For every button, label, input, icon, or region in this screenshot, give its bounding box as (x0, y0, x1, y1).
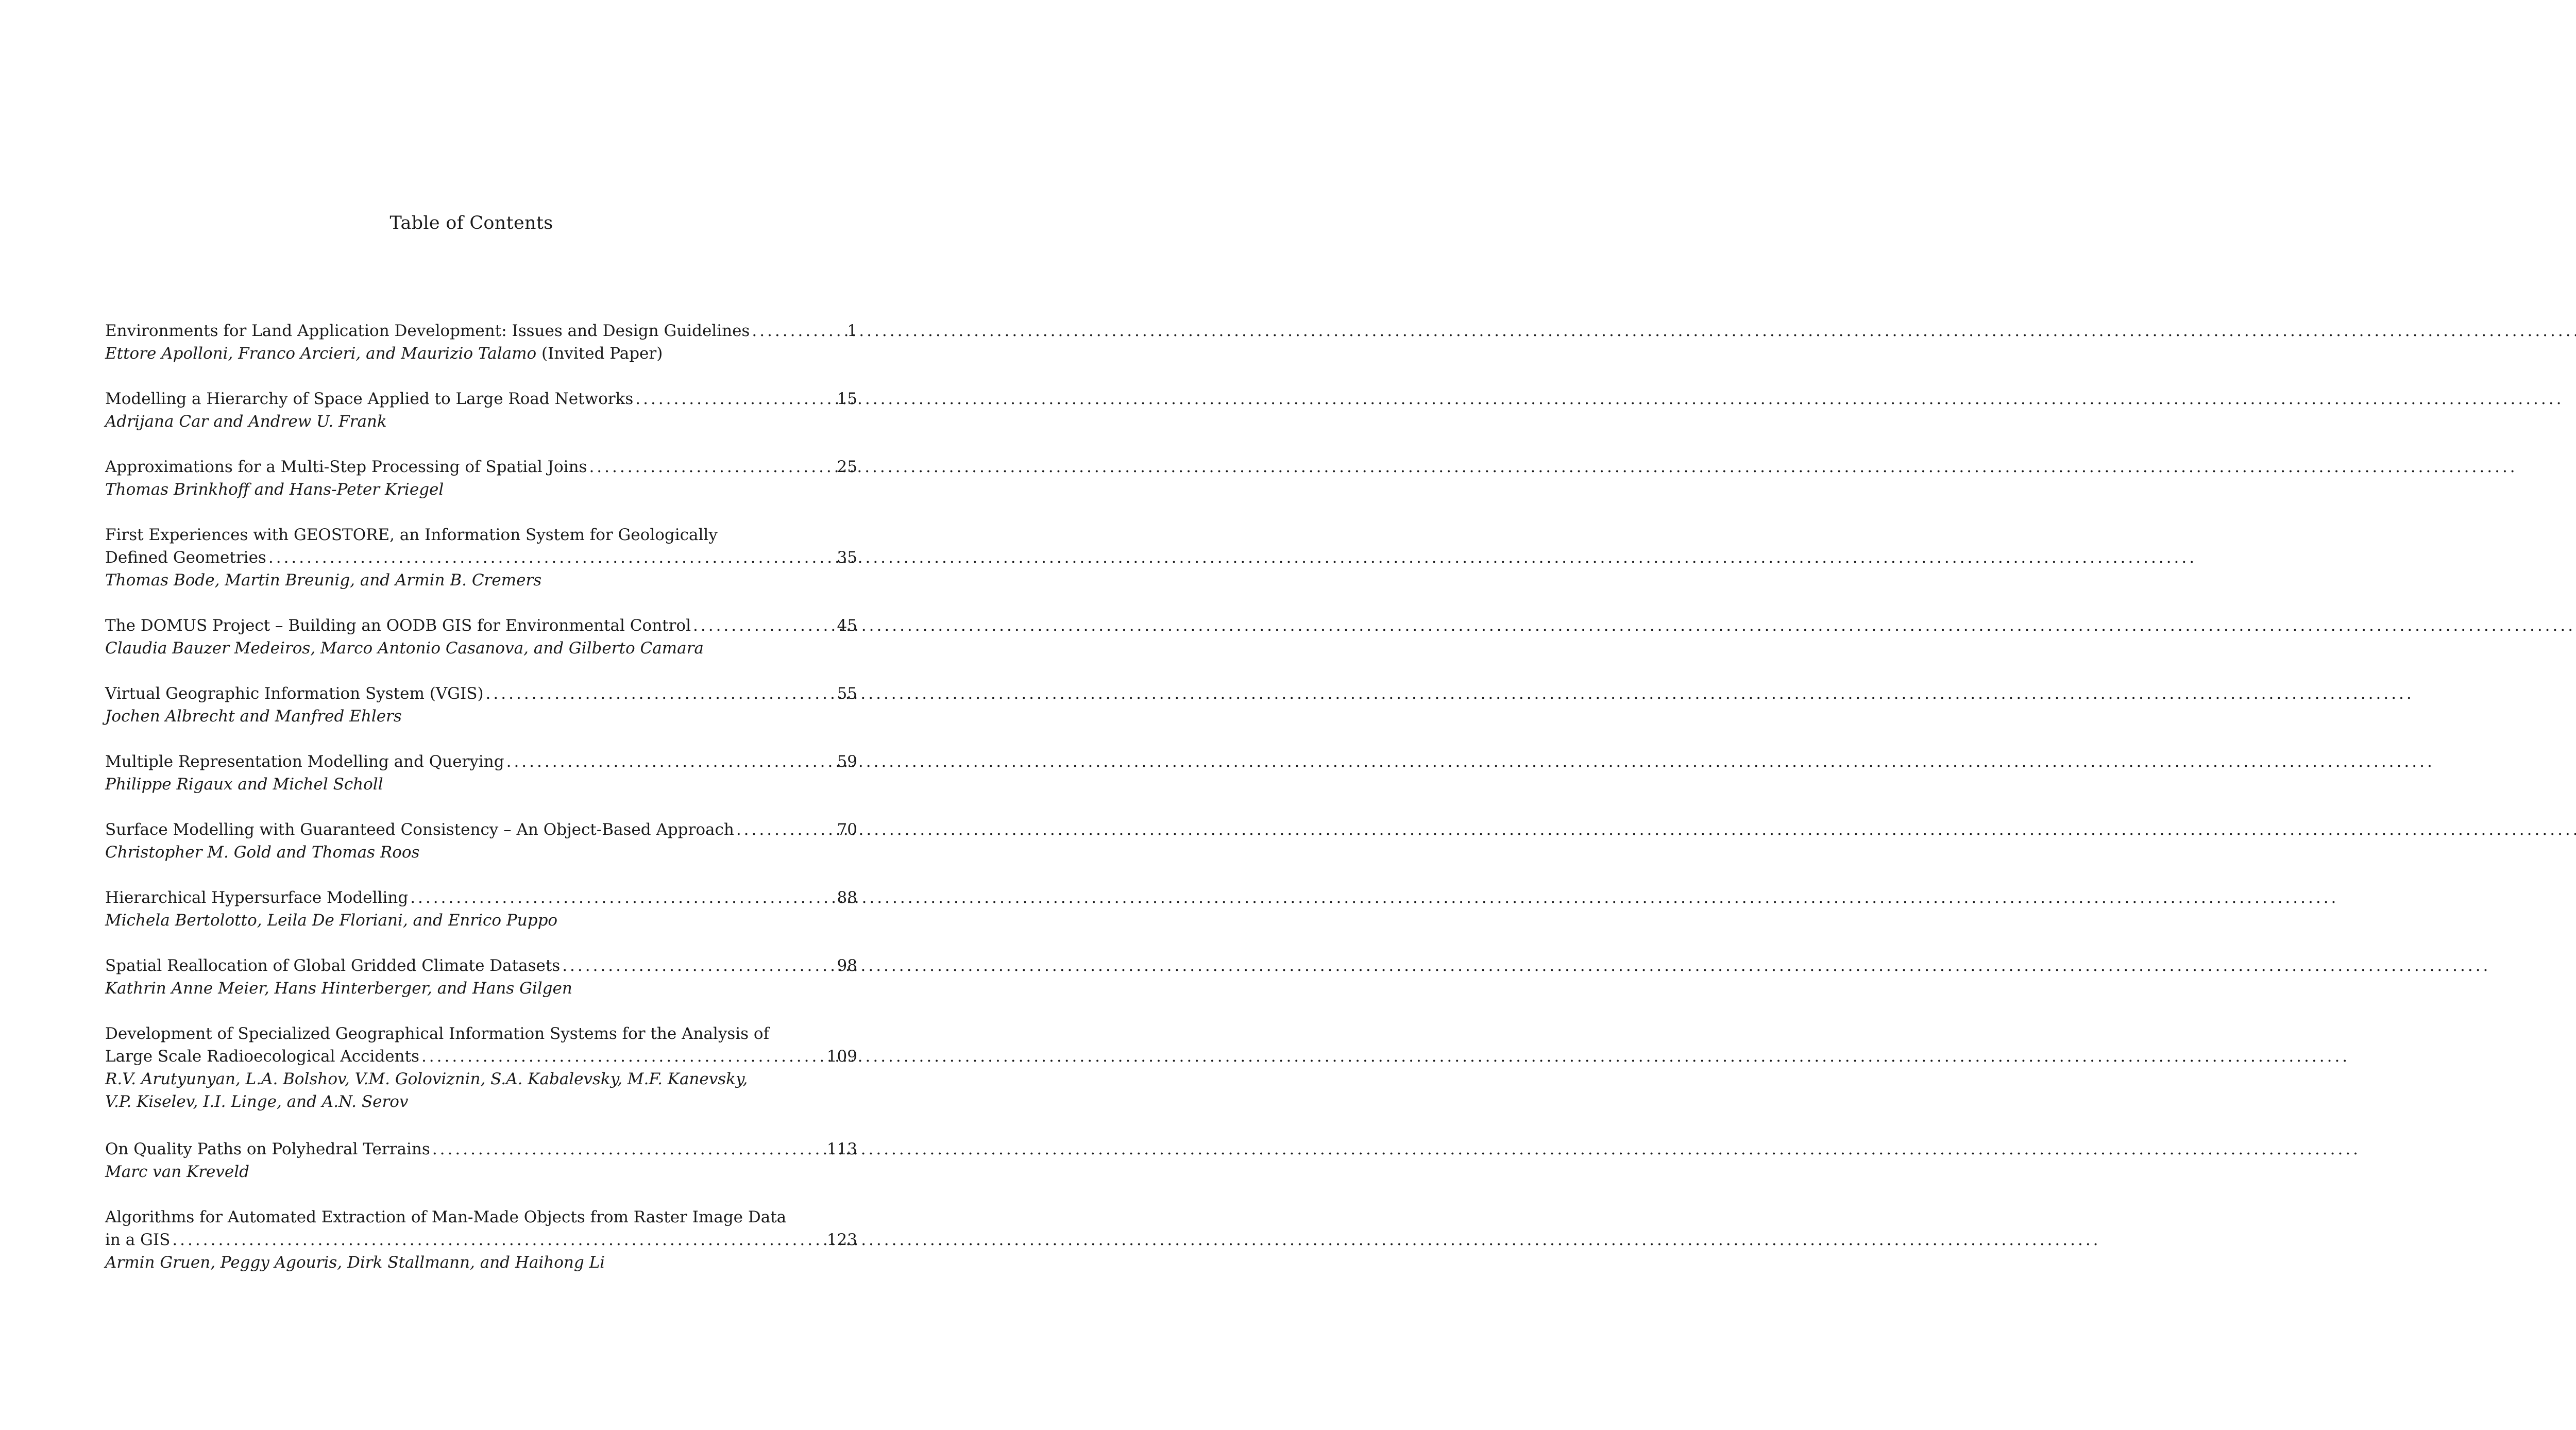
entry-title: Spatial Reallocation of Global Gridded Climate Datasets (105, 956, 561, 975)
entry-title: Multiple Representation Modelling and Querying (105, 752, 504, 771)
entry-authors (105, 1090, 857, 1113)
toc-entry[interactable] (105, 1022, 857, 1113)
dot-leader (635, 388, 834, 410)
dot-leader (410, 886, 834, 909)
entry-title: Surface Modelling with Guaranteed Consistency – An Object-Based Approach (105, 820, 734, 839)
toc-entry[interactable] (105, 818, 857, 864)
page-number[interactable]: 98 (837, 956, 857, 975)
page-title: Table of Contents (389, 213, 553, 233)
entry-authors (105, 977, 857, 1000)
entry-authors (105, 909, 857, 932)
dot-leader (421, 1045, 824, 1068)
toc-entry[interactable] (105, 388, 857, 433)
entry-title: Modelling a Hierarchy of Space Applied to Large Road Networks (105, 390, 634, 408)
entry-title: Large Scale Radioecological Accidents (105, 1047, 419, 1066)
dot-leader (268, 546, 834, 569)
entry-authors (105, 705, 857, 728)
author-names: Philippe Rigaux and Michel Scholl (105, 775, 383, 794)
entry-authors (105, 410, 857, 433)
entry-authors (105, 637, 857, 660)
entry-title: Hierarchical Hypersurface Modelling (105, 888, 409, 907)
toc-entry[interactable] (105, 682, 857, 728)
author-names: Michela Bertolotto, Leila De Floriani, and Enrico Puppo (105, 911, 558, 930)
entry-title: Environments for Land Application Development: Issues and Design Guidelines (105, 322, 750, 340)
page-number[interactable]: 45 (837, 616, 857, 635)
author-names: V.P. Kiselev, I.I. Linge, and A.N. Serov (105, 1092, 409, 1111)
page-number[interactable]: 70 (837, 820, 857, 839)
author-names: Claudia Bauzer Medeiros, Marco Antonio Casanova, and Gilberto Camara (105, 639, 704, 658)
dot-leader (172, 1229, 824, 1251)
entry-title: Development of Specialized Geographical Information Systems for the Analysis of (105, 1024, 770, 1043)
entry-authors (105, 773, 857, 796)
dot-leader (736, 818, 834, 841)
entry-title: Defined Geometries (105, 548, 266, 567)
entry-authors (105, 342, 857, 365)
author-names: Jochen Albrecht and Manfred Ehlers (105, 707, 402, 726)
dot-leader (486, 682, 834, 705)
author-names: R.V. Arutyunyan, L.A. Bolshov, V.M. Goloviznin, S.A. Kabalevsky, M.F. Kanevsky, (105, 1070, 748, 1088)
toc-entry[interactable] (105, 1206, 857, 1274)
toc-entry[interactable] (105, 954, 857, 1000)
dot-leader (752, 319, 844, 342)
dot-leader (506, 750, 834, 773)
entry-title: On Quality Paths on Polyhedral Terrains (105, 1140, 430, 1158)
page-number[interactable]: 113 (826, 1140, 857, 1158)
author-names: Armin Gruen, Peggy Agouris, Dirk Stallmann, and Haihong Li (105, 1253, 605, 1272)
dot-leader (693, 614, 834, 637)
entry-title: First Experiences with GEOSTORE, an Information System for Geologically (105, 526, 718, 544)
page-number[interactable]: 109 (826, 1047, 857, 1066)
toc-entry[interactable] (105, 1138, 857, 1183)
entry-authors (105, 1068, 857, 1090)
page-number[interactable]: 25 (837, 458, 857, 476)
page-number[interactable]: 35 (837, 548, 857, 567)
entry-authors (105, 478, 857, 501)
author-names: Adrijana Car and Andrew U. Frank (105, 412, 387, 431)
page-number[interactable]: 1 (847, 322, 857, 340)
entry-authors (105, 569, 857, 592)
entry-authors (105, 1160, 857, 1183)
entry-title: Algorithms for Automated Extraction of Man-Made Objects from Raster Image Data (105, 1208, 787, 1226)
toc-entry[interactable] (105, 886, 857, 932)
entry-title: Virtual Geographic Information System (VGIS) (105, 684, 484, 703)
toc-entry[interactable] (105, 614, 857, 660)
entry-title: in a GIS (105, 1231, 171, 1249)
author-names: Kathrin Anne Meier, Hans Hinterberger, and Hans Gilgen (105, 979, 572, 998)
author-names: Thomas Bode, Martin Breunig, and Armin B. Cremers (105, 571, 542, 590)
toc-entry[interactable] (105, 524, 857, 592)
author-names: Thomas Brinkhoff and Hans-Peter Kriegel (105, 480, 444, 499)
entry-title: Approximations for a Multi-Step Processing of Spatial Joins (105, 458, 587, 476)
entry-note: (Invited Paper) (541, 344, 663, 363)
entry-title: The DOMUS Project – Building an OODB GIS for Environmental Control (105, 616, 691, 635)
author-names: Ettore Apolloni, Franco Arcieri, and Maurizio Talamo (105, 344, 537, 363)
page-number[interactable]: 55 (837, 684, 857, 703)
toc-entry[interactable] (105, 319, 857, 365)
toc-entry[interactable] (105, 750, 857, 796)
dot-leader (562, 954, 834, 977)
page-number[interactable]: 88 (837, 888, 857, 907)
entry-authors (105, 841, 857, 864)
entry-authors (105, 1251, 857, 1274)
dot-leader (432, 1138, 824, 1160)
author-names: Christopher M. Gold and Thomas Roos (105, 843, 420, 862)
toc-entry[interactable] (105, 456, 857, 501)
dot-leader (589, 456, 834, 478)
page-number[interactable]: 15 (837, 390, 857, 408)
author-names: Marc van Kreveld (105, 1163, 250, 1181)
page-number[interactable]: 123 (826, 1231, 857, 1249)
page-number[interactable]: 59 (837, 752, 857, 771)
